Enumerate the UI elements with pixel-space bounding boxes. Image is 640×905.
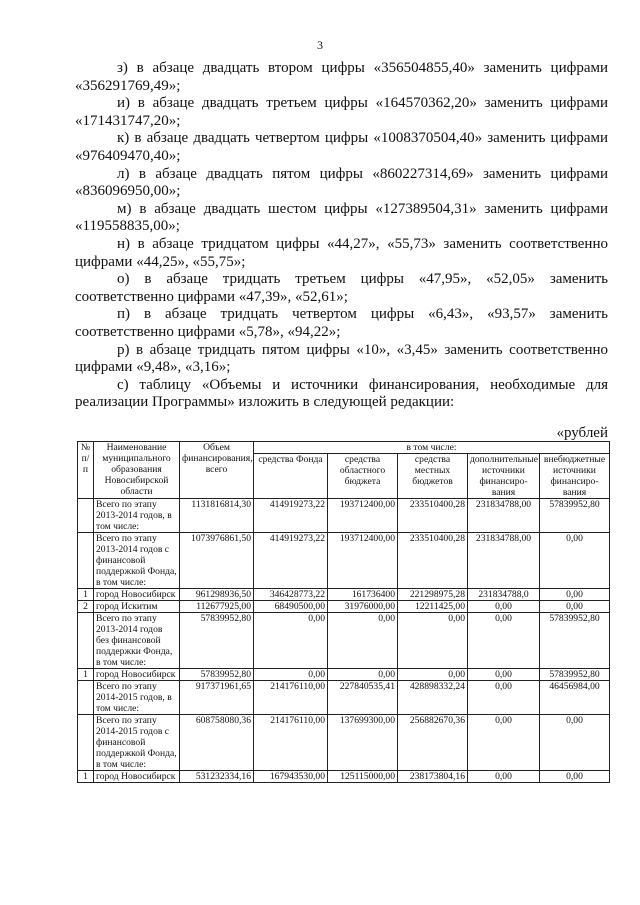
row-extrabudget: 0,00: [540, 533, 610, 589]
paragraph-k: к) в абзаце двадцать четвертом цифры «1008370504,40» заменить цифрами «976409470,40»;: [75, 130, 608, 164]
table-row: [78, 499, 610, 533]
table-row: [78, 771, 610, 783]
row-extrabudget: 46456984,00: [540, 681, 610, 715]
row-num: 2: [78, 601, 94, 613]
row-total: 531232334,16: [180, 771, 254, 783]
paragraph-r: р) в абзаце тридцать пятом цифры «10», «3,45» заменить соответственно цифрами «9,48», «3,16»;: [75, 341, 608, 376]
row-fund: 414919273,22: [254, 499, 328, 533]
table-row: [78, 589, 610, 601]
header-name: Наименование муниципального образования Новосибирской области: [94, 442, 180, 499]
row-fund: 214176110,00: [254, 681, 328, 715]
header-total: Объем финансирования, всего: [180, 442, 254, 499]
row-local: 428898332,24: [398, 681, 468, 715]
row-local: 238173804,16: [398, 771, 468, 783]
row-extrabudget: 0,00: [540, 589, 610, 601]
financing-table: [77, 441, 610, 783]
row-name: город Новосибирск: [94, 771, 180, 783]
row-additional: 0,00: [468, 613, 540, 669]
paragraph-l: л) в абзаце двадцать пятом цифры «860227314,69» заменить цифрами «836096950,00»;: [75, 165, 608, 200]
row-num: [78, 499, 94, 533]
table-row: [78, 601, 610, 613]
row-regional: 31976000,00: [328, 601, 398, 613]
header-including: в том числе:: [254, 442, 610, 454]
row-fund: 346428773,22: [254, 589, 328, 601]
row-extrabudget: 0,00: [540, 715, 610, 771]
row-total: 917371961,65: [180, 681, 254, 715]
row-additional: 0,00: [468, 681, 540, 715]
paragraph-s: с) таблицу «Объемы и источники финансирования, необходимые для реализации Программы» изложить в следующей редакции:: [75, 376, 608, 411]
header-num: № п/п: [78, 442, 94, 499]
paragraph-m: м) в абзаце двадцать шестом цифры «127389504,31» заменить цифрами «119558835,00»;: [75, 200, 608, 235]
table-row: [78, 533, 610, 589]
paragraph-p: п) в абзаце тридцать четвертом цифры «6,43», «93,57» заменить соответственно цифрами «5,78», «94,22»;: [75, 306, 608, 340]
row-name: Всего по этапу 2013-2014 годов с финансовой поддержкой Фонда, в том числе:: [94, 533, 180, 589]
header-fund: средства Фонда: [254, 454, 328, 499]
row-regional: 193712400,00: [328, 533, 398, 589]
row-num: 1: [78, 589, 94, 601]
row-local: 221298975,28: [398, 589, 468, 601]
row-extrabudget: 57839952,80: [540, 669, 610, 681]
header-regional: средства областного бюджета: [328, 454, 398, 499]
table-row: [78, 669, 610, 681]
row-num: 1: [78, 669, 94, 681]
table-row: [78, 715, 610, 771]
row-num: [78, 613, 94, 669]
row-name: город Новосибирск: [94, 669, 180, 681]
row-local: 12211425,00: [398, 601, 468, 613]
row-name: Всего по этапу 2013-2014 годов, в том числе:: [94, 499, 180, 533]
row-num: [78, 681, 94, 715]
row-additional: 0,00: [468, 715, 540, 771]
header-extrabudget: внебюджетные источники финансиро-вания: [540, 454, 610, 499]
row-total: 1131816814,30: [180, 499, 254, 533]
row-additional: 0,00: [468, 669, 540, 681]
row-fund: 414919273,22: [254, 533, 328, 589]
table-row: [78, 681, 610, 715]
row-regional: 161736400: [328, 589, 398, 601]
row-local: 233510400,28: [398, 533, 468, 589]
row-fund: 214176110,00: [254, 715, 328, 771]
row-total: 112677925,00: [180, 601, 254, 613]
row-name: Всего по этапу 2014-2015 годов с финансовой поддержкой Фонда, в том числе:: [94, 715, 180, 771]
row-regional: 0,00: [328, 613, 398, 669]
row-num: 1: [78, 771, 94, 783]
table-body: [78, 499, 610, 783]
row-local: 233510400,28: [398, 499, 468, 533]
row-name: город Новосибирск: [94, 589, 180, 601]
row-additional: 0,00: [468, 771, 540, 783]
row-regional: 125115000,00: [328, 771, 398, 783]
row-name: Всего по этапу 2013-2014 годов без финансовой поддержки Фонда, в том числе:: [94, 613, 180, 669]
row-name: город Искитим: [94, 601, 180, 613]
header-additional: дополнительные источники финансиро-вания: [468, 454, 540, 499]
row-num: [78, 715, 94, 771]
row-fund: 0,00: [254, 669, 328, 681]
row-fund: 0,00: [254, 613, 328, 669]
row-num: [78, 533, 94, 589]
paragraph-z: з) в абзаце двадцать втором цифры «356504855,40» заменить цифрами «356291769,49»;: [75, 60, 608, 94]
row-extrabudget: 57839952,80: [540, 613, 610, 669]
row-local: 0,00: [398, 669, 468, 681]
row-regional: 0,00: [328, 669, 398, 681]
row-total: 961298936,50: [180, 589, 254, 601]
units-label: «рублей: [556, 425, 608, 441]
row-additional: 0,00: [468, 601, 540, 613]
row-total: 1073976861,50: [180, 533, 254, 589]
row-regional: 137699300,00: [328, 715, 398, 771]
row-additional: 231834788,0: [468, 589, 540, 601]
row-regional: 193712400,00: [328, 499, 398, 533]
row-extrabudget: 0,00: [540, 771, 610, 783]
row-local: 256882670,36: [398, 715, 468, 771]
row-total: 57839952,80: [180, 613, 254, 669]
row-total: 57839952,80: [180, 669, 254, 681]
row-additional: 231834788,00: [468, 533, 540, 589]
paragraph-i: и) в абзаце двадцать третьем цифры «164570362,20» заменить цифрами «171431747,20»;: [75, 95, 608, 129]
body-text: [75, 60, 608, 412]
row-total: 608758080,36: [180, 715, 254, 771]
paragraph-o: о) в абзаце тридцать третьем цифры «47,95», «52,05» заменить соответственно цифрами «47,39», «52,61»;: [75, 271, 608, 305]
row-name: Всего по этапу 2014-2015 годов, в том числе:: [94, 681, 180, 715]
row-extrabudget: 0,00: [540, 601, 610, 613]
header-local: средства местных бюджетов: [398, 454, 468, 499]
row-extrabudget: 57839952,80: [540, 499, 610, 533]
table-row: [78, 613, 610, 669]
row-additional: 231834788,00: [468, 499, 540, 533]
paragraph-n: н) в абзаце тридцатом цифры «44,27», «55,73» заменить соответственно цифрами «44,25», «55,75»;: [75, 235, 608, 270]
row-fund: 68490500,00: [254, 601, 328, 613]
row-local: 0,00: [398, 613, 468, 669]
row-fund: 167943530,00: [254, 771, 328, 783]
page-number: 3: [317, 38, 323, 52]
row-regional: 227840535,41: [328, 681, 398, 715]
